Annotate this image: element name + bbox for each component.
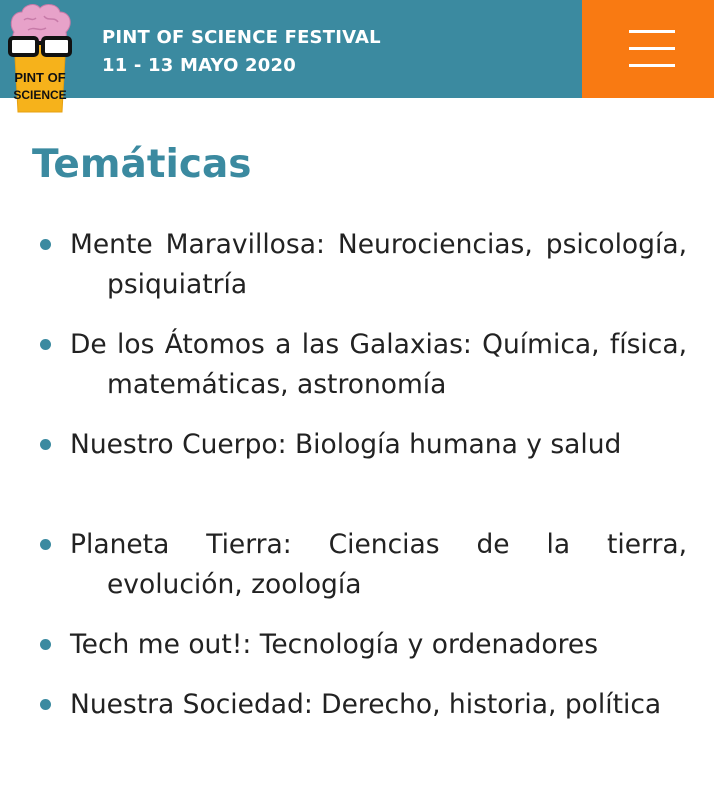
- bullet-icon: [40, 639, 51, 650]
- festival-info: [102, 24, 381, 80]
- list-item: [70, 225, 687, 305]
- list-item: [70, 685, 687, 725]
- list-item-text: Nuestro Cuerpo: Biología humana y salud: [70, 429, 622, 460]
- festival-name: PINT OF SCIENCE FESTIVAL: [102, 27, 381, 48]
- list-item-text: De los Átomos a las Galaxias: Química, física, matemáticas, astronomía: [70, 329, 687, 400]
- logo-text-pint-of: PINT OF: [14, 70, 66, 85]
- list-item: [70, 525, 687, 605]
- page-title: Temáticas: [32, 142, 252, 187]
- list-item-text: Nuestra Sociedad: Derecho, historia, política: [70, 689, 662, 720]
- bullet-icon: [40, 339, 51, 350]
- bullet-icon: [40, 539, 51, 550]
- logo-text-science: SCIENCE: [13, 88, 67, 102]
- bullet-icon: [40, 239, 51, 250]
- list-item: [70, 325, 687, 405]
- list-item-text: Mente Maravillosa: Neurociencias, psicología, psiquiatría: [70, 229, 687, 300]
- site-header: [0, 0, 714, 102]
- festival-dates: 11 - 13 MAYO 2020: [102, 55, 296, 76]
- bullet-icon: [40, 439, 51, 450]
- list-item: [70, 625, 687, 665]
- list-item-text: Planeta Tierra: Ciencias de la tierra, evolución, zoología: [70, 529, 687, 600]
- menu-button[interactable]: [582, 0, 714, 98]
- list-item: [70, 425, 687, 465]
- bullet-icon: [40, 699, 51, 710]
- list-item-text: Tech me out!: Tecnología y ordenadores: [70, 629, 599, 660]
- pint-of-science-logo[interactable]: [6, 2, 74, 114]
